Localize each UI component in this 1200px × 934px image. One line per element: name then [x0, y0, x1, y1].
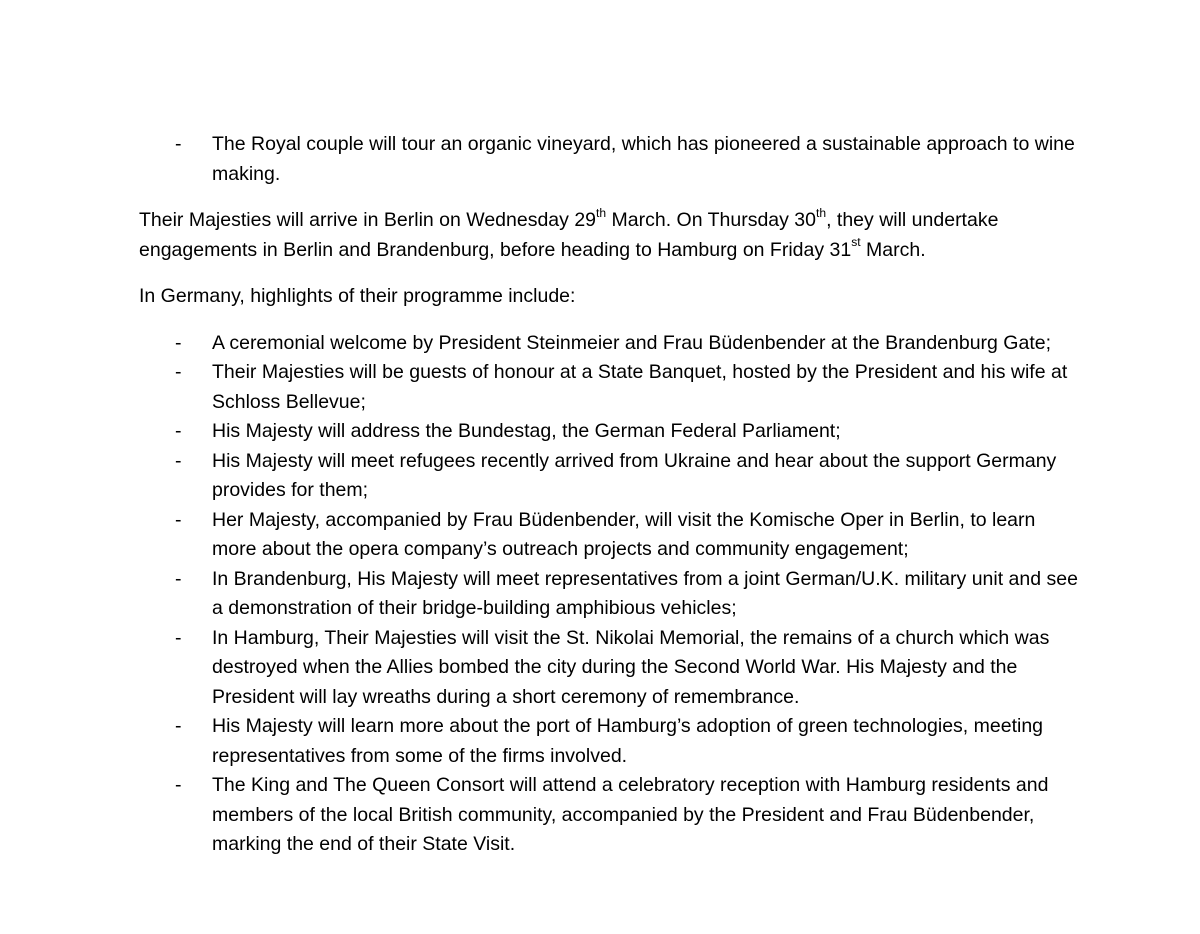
list-item: [139, 506, 1079, 565]
paragraph-text: March. On Thursday 30: [606, 209, 816, 231]
list-item-text: In Brandenburg, His Majesty will meet representatives from a joint German/U.K. military unit and see a demonstration of their bridge-building amphibious vehicles;: [212, 567, 1078, 619]
bullet-dash: -: [175, 626, 182, 649]
bullet-dash: -: [175, 567, 182, 590]
ordinal-suffix: th: [816, 205, 827, 220]
highlights-list: [139, 329, 1079, 860]
list-item: [139, 329, 1079, 359]
bullet-dash: -: [175, 361, 182, 383]
ordinal-suffix: th: [596, 205, 607, 220]
list-item: [139, 712, 1079, 771]
list-item-text: His Majesty will meet refugees recently arrived from Ukraine and hear about the support Germany provides for them;: [212, 449, 1057, 501]
list-item: [139, 624, 1079, 713]
list-item-text: His Majesty will learn more about the port of Hamburg’s adoption of green technologies, meeting representatives from some of the firms involved.: [212, 715, 1044, 767]
list-item: [139, 358, 1079, 417]
bullet-dash: -: [175, 449, 182, 472]
paragraph-text: March.: [860, 238, 926, 261]
list-item: [139, 771, 1079, 860]
list-item-text: In Hamburg, Their Majesties will visit the St. Nikolai Memorial, the remains of a church which was destroyed when the Allies bombed the city during the Second World War. His Majesty and the President will lay wreaths during a short ceremony of remembrance.: [212, 626, 1050, 708]
list-item: [139, 130, 1079, 189]
list-item-text: His Majesty will address the Bundestag, the German Federal Parliament;: [212, 420, 841, 442]
list-item-text: The Royal couple will tour an organic vineyard, which has pioneered a sustainable approach to wine making.: [212, 133, 1075, 185]
document-body: [139, 130, 1079, 860]
list-item-text: The King and The Queen Consort will attend a celebratory reception with Hamburg residents and members of the local British community, accompanied by the President and Frau Büdenbender, marking the end of their State Visit.: [212, 774, 1049, 855]
list-item-text: A ceremonial welcome by President Steinmeier and Frau Büdenbender at the Brandenburg Gate;: [212, 331, 1051, 354]
bullet-dash: -: [175, 715, 182, 737]
list-item-text: Her Majesty, accompanied by Frau Büdenbender, will visit the Komische Oper in Berlin, to learn more about the opera company’s outreach projects and community engagement;: [212, 508, 1036, 560]
intro-bullet-list: [139, 130, 1079, 189]
arrival-paragraph: [139, 206, 1079, 265]
bullet-dash: -: [175, 420, 182, 442]
list-item: [139, 417, 1079, 447]
bullet-dash: -: [175, 133, 182, 155]
highlights-intro: In Germany, highlights of their programme include:: [139, 285, 576, 307]
bullet-dash: -: [175, 331, 182, 354]
list-item: [139, 565, 1079, 624]
list-item: [139, 447, 1079, 506]
bullet-dash: -: [175, 508, 182, 531]
ordinal-suffix: st: [851, 235, 861, 250]
paragraph-text: Their Majesties will arrive in Berlin on Wednesday 29: [139, 209, 597, 231]
list-item-text: Their Majesties will be guests of honour at a State Banquet, hosted by the President and his wife at Schloss Bellevue;: [212, 361, 1068, 413]
bullet-dash: -: [175, 774, 182, 796]
paragraph-text: , they will undertake engagements in Berlin and Brandenburg, before heading to Hamburg on Friday 31: [139, 209, 999, 261]
